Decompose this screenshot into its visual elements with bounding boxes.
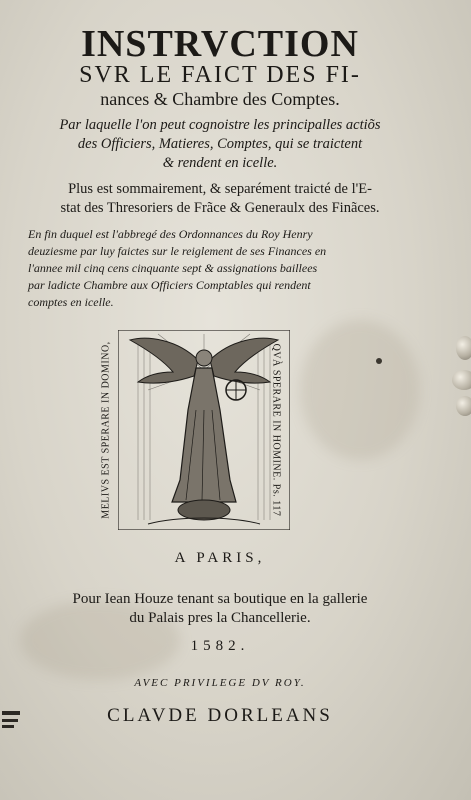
ink-stamp-mark xyxy=(0,705,26,735)
appendix-line: En fin duquel est l'abbregé des Ordonnances du Roy Henry xyxy=(28,227,313,241)
subtitle-line: Par laquelle l'on peut cognoistre les principalles actiõs xyxy=(59,117,381,133)
printer-name: CLAVDE DORLEANS xyxy=(107,705,333,726)
title-line-1: INSTRVCTION xyxy=(81,23,359,65)
appendix-line: l'annee mil cinq cens cinquante sept & assignations baillees xyxy=(28,261,318,275)
appendix-line: deuziesme par luy faictes sur le reiglement de ses Finances en xyxy=(28,244,327,258)
privilege-line: AVEC PRIVILEGE DV ROY. xyxy=(134,677,306,689)
appendix-line: comptes en icelle. xyxy=(28,295,114,309)
binding-clasp xyxy=(456,336,471,360)
motto-left: MELIVS EST SPERARE IN DOMINO, xyxy=(100,341,112,519)
subtitle-line: & rendent en icelle. xyxy=(162,155,278,171)
wormhole-mark xyxy=(376,358,382,364)
imprint-line: du Palais pres la Chancellerie. xyxy=(129,610,311,626)
title-line-2: SVR LE FAICT DES FI- xyxy=(79,62,361,88)
binding-clasp xyxy=(456,396,471,416)
imprint-year: 1582. xyxy=(190,638,250,654)
motto-right: QVÀ SPERARE IN HOMINE. Ps. 117 xyxy=(270,343,282,517)
binding-clasp xyxy=(452,370,471,390)
summary-line: Plus est sommairement, & separément traicté de l'E- xyxy=(68,181,372,197)
summary-line: stat des Thresoriers de Frãce & Generaulx des Finãces. xyxy=(60,200,380,216)
subtitle-line: des Officiers, Matieres, Comptes, qui se traictent xyxy=(77,136,363,152)
paper-stain xyxy=(300,320,420,460)
imprint-city: A PARIS, xyxy=(174,550,266,566)
appendix-line: par ladicte Chambre aux Officiers Comptables qui rendent xyxy=(28,278,311,292)
printers-device-woodcut xyxy=(118,330,290,530)
imprint-line: Pour Iean Houze tenant sa boutique en la gallerie xyxy=(72,591,368,607)
title-line-3: nances & Chambre des Comptes. xyxy=(100,89,340,109)
